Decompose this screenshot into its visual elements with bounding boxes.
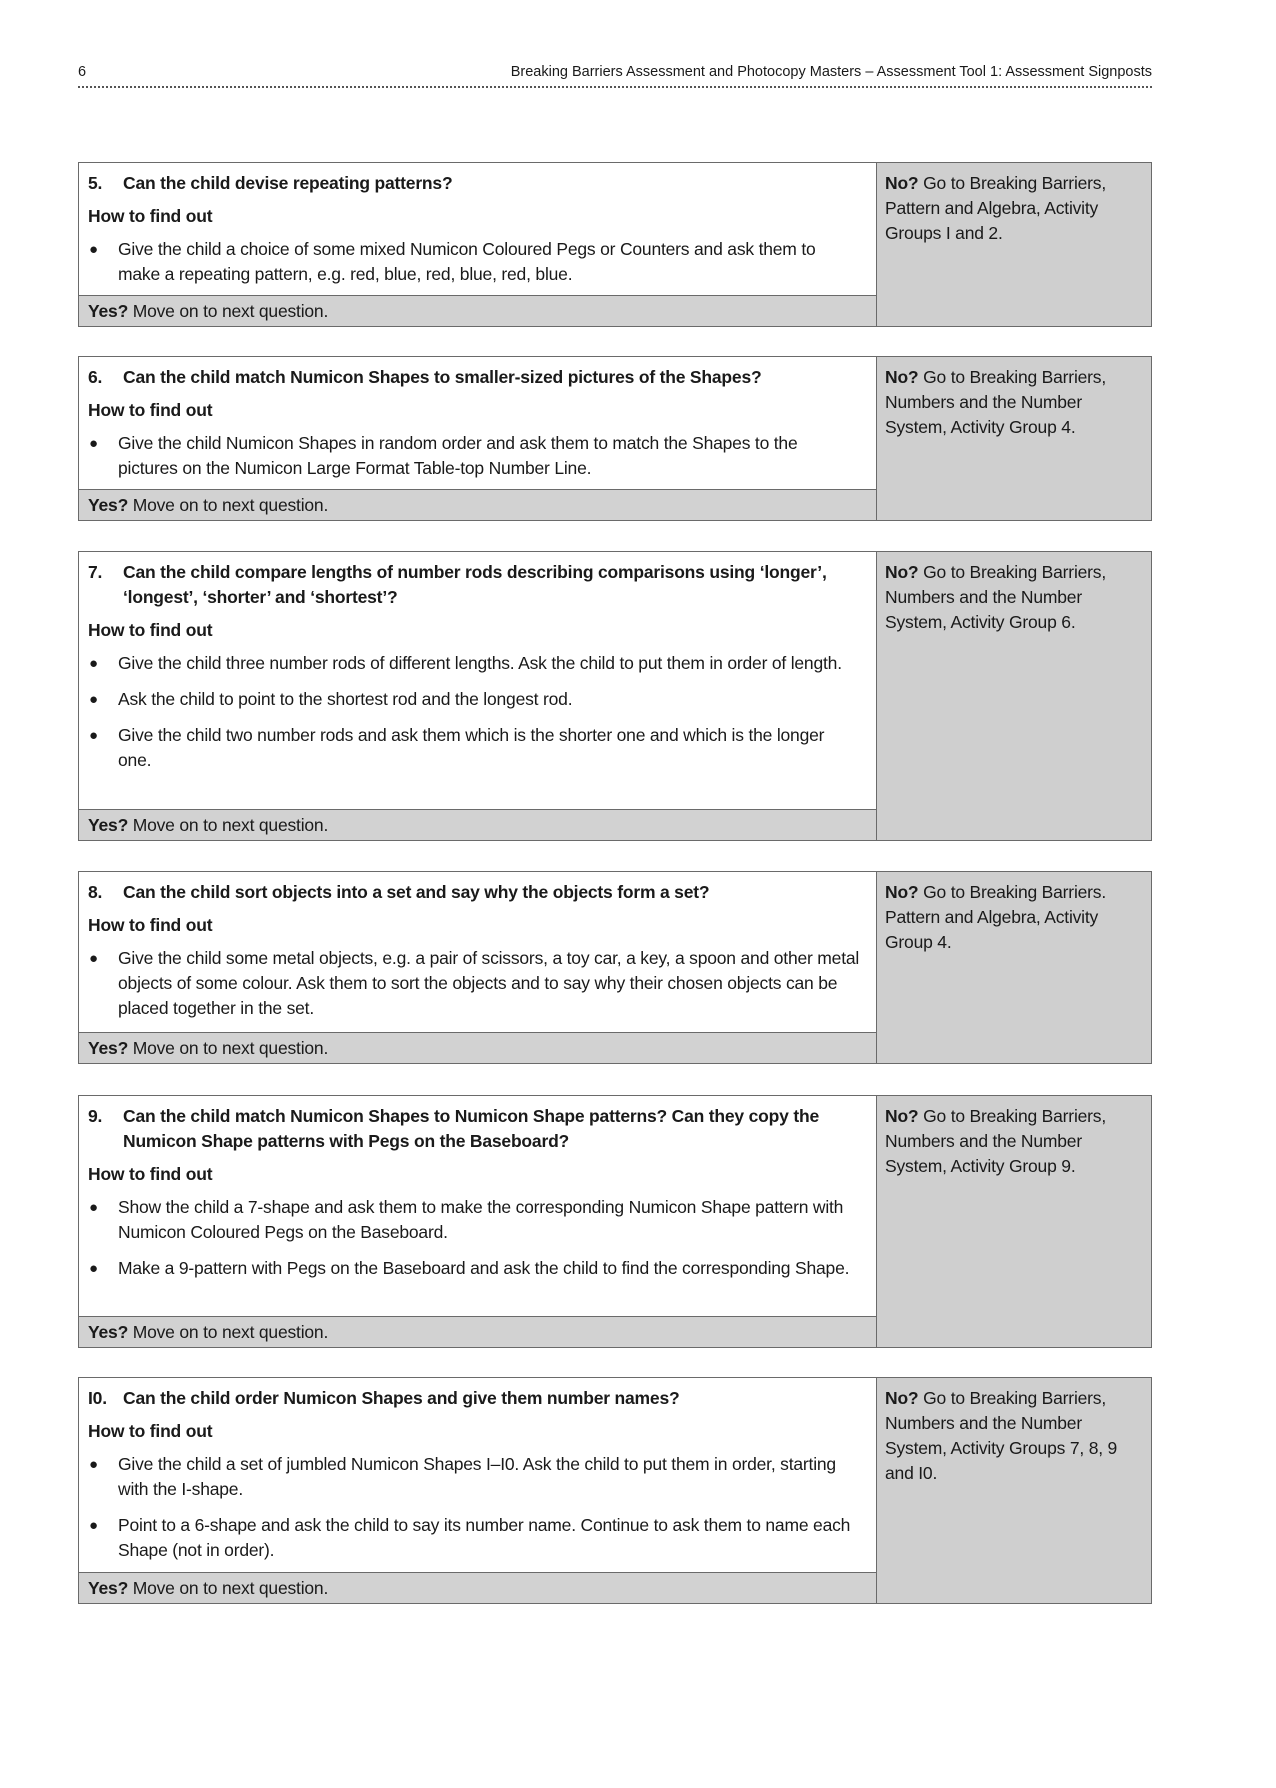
yes-label: Yes? [88, 1038, 129, 1058]
question-number: 8. [88, 882, 103, 902]
no-panel [877, 872, 1151, 1063]
no-text: Go to Breaking Barriers. Pattern and Algebra, Activity Group 4. [885, 882, 1106, 952]
bullet-item: ● Point to a 6-shape and ask the child to say its number name. Continue to ask them to name each Shape (not in order). [88, 1513, 860, 1563]
how-to-find-out-heading: How to find out [88, 915, 213, 935]
yes-text: Move on to next question. [128, 301, 329, 321]
question-text: Can the child order Numicon Shapes and give them number names? [123, 1388, 680, 1408]
signpost-10 [78, 1377, 1152, 1604]
page-number: 6 [78, 64, 87, 80]
question-text: Can the child sort objects into a set and say why the objects form a set? [123, 882, 710, 902]
signpost-main [79, 1096, 877, 1347]
no-text: Go to Breaking Barriers, Numbers and the Number System, Activity Group 9. [885, 1106, 1106, 1176]
question-text: Can the child devise repeating patterns? [123, 173, 453, 193]
yes-bar [79, 1316, 876, 1347]
question-number: 7. [88, 562, 103, 582]
yes-text: Move on to next question. [128, 815, 329, 835]
bullet-icon: ● [89, 727, 98, 744]
question [88, 171, 860, 196]
bullet-icon: ● [89, 1260, 98, 1277]
bullet-list [88, 1195, 860, 1281]
no-text: Go to Breaking Barriers, Numbers and the Number System, Activity Group 4. [885, 367, 1106, 437]
bullet-list [88, 651, 860, 773]
bullet-icon: ● [89, 1199, 98, 1216]
no-label: No? [885, 562, 919, 582]
no-panel [877, 552, 1151, 840]
no-label: No? [885, 367, 919, 387]
yes-bar [79, 809, 876, 840]
no-panel [877, 357, 1151, 520]
question-number: 6. [88, 367, 103, 387]
yes-text: Move on to next question. [128, 1578, 329, 1598]
yes-label: Yes? [88, 815, 129, 835]
how-to-find-out-heading: How to find out [88, 400, 213, 420]
how-to-find-out-heading: How to find out [88, 1164, 213, 1184]
signpost-8 [78, 871, 1152, 1064]
bullet-list [88, 431, 860, 481]
bullet-icon: ● [89, 1456, 98, 1473]
question [88, 880, 860, 905]
bullet-item: ● Give the child some metal objects, e.g. a pair of scissors, a toy car, a key, a spoon and other metal objects of some colour. Ask them to sort the objects and to say why their chosen objects can be placed together in the set. [88, 946, 860, 1021]
signpost-7 [78, 551, 1152, 841]
no-label: No? [885, 1388, 919, 1408]
bullet-icon: ● [89, 241, 98, 258]
question [88, 1104, 860, 1154]
yes-label: Yes? [88, 495, 129, 515]
signpost-6 [78, 356, 1152, 521]
bullet-item: ● Show the child a 7-shape and ask them to make the corresponding Numicon Shape pattern with Numicon Coloured Pegs on the Baseboard. [88, 1195, 860, 1245]
question-number: 5. [88, 173, 103, 193]
signpost-main [79, 872, 877, 1063]
how-to-find-out-heading: How to find out [88, 1421, 213, 1441]
bullet-icon: ● [89, 435, 98, 452]
signpost-5 [78, 162, 1152, 327]
bullet-icon: ● [89, 691, 98, 708]
yes-text: Move on to next question. [128, 495, 329, 515]
signpost-main [79, 552, 877, 840]
question-text: Can the child compare lengths of number rods describing comparisons using ‘longer’, ‘longest’, ‘shorter’ and ‘shortest’? [123, 562, 827, 607]
no-label: No? [885, 882, 919, 902]
question-text: Can the child match Numicon Shapes to Numicon Shape patterns? Can they copy the Numicon Shape patterns with Pegs on the Baseboard? [123, 1106, 819, 1151]
yes-bar [79, 1032, 876, 1063]
bullet-item: ● Ask the child to point to the shortest rod and the longest rod. [88, 687, 860, 712]
bullet-item: ● Give the child a set of jumbled Numicon Shapes I–I0. Ask the child to put them in order, starting with the I-shape. [88, 1452, 860, 1502]
signpost-main [79, 1378, 877, 1603]
bullet-item: ● Give the child two number rods and ask them which is the shorter one and which is the longer one. [88, 723, 860, 773]
how-to-find-out-heading: How to find out [88, 620, 213, 640]
no-text: Go to Breaking Barriers, Numbers and the Number System, Activity Groups 7, 8, 9 and I0. [885, 1388, 1118, 1483]
bullet-list [88, 1452, 860, 1563]
bullet-list [88, 946, 860, 1021]
no-panel [877, 163, 1151, 326]
yes-label: Yes? [88, 1322, 129, 1342]
yes-label: Yes? [88, 301, 129, 321]
yes-label: Yes? [88, 1578, 129, 1598]
no-panel [877, 1378, 1151, 1603]
bullet-icon: ● [89, 655, 98, 672]
bullet-item: ● Give the child a choice of some mixed Numicon Coloured Pegs or Counters and ask them to make a repeating pattern, e.g. red, blue, red, blue, red, blue. [88, 237, 860, 287]
yes-bar [79, 295, 876, 326]
no-label: No? [885, 1106, 919, 1126]
question-text: Can the child match Numicon Shapes to smaller-sized pictures of the Shapes? [123, 367, 762, 387]
running-title: Breaking Barriers Assessment and Photocopy Masters – Assessment Tool 1: Assessment Signposts [510, 64, 1152, 80]
bullet-icon: ● [89, 950, 98, 967]
signpost-main [79, 357, 877, 520]
yes-bar [79, 489, 876, 520]
how-to-find-out-heading: How to find out [88, 206, 213, 226]
bullet-item: ● Give the child three number rods of different lengths. Ask the child to put them in order of length. [88, 651, 860, 676]
no-panel [877, 1096, 1151, 1347]
bullet-item: ● Give the child Numicon Shapes in random order and ask them to match the Shapes to the pictures on the Numicon Large Format Table-top Number Line. [88, 431, 860, 481]
question [88, 365, 860, 390]
no-text: Go to Breaking Barriers, Numbers and the Number System, Activity Group 6. [885, 562, 1106, 632]
page-header [78, 62, 1152, 88]
bullet-list [88, 237, 860, 287]
signpost-main [79, 163, 877, 326]
bullet-item: ● Make a 9-pattern with Pegs on the Baseboard and ask the child to find the corresponding Shape. [88, 1256, 860, 1281]
question [88, 560, 860, 610]
question [88, 1386, 860, 1411]
yes-text: Move on to next question. [128, 1038, 329, 1058]
no-label: No? [885, 173, 919, 193]
question-number: 9. [88, 1106, 103, 1126]
no-text: Go to Breaking Barriers, Pattern and Algebra, Activity Groups I and 2. [885, 173, 1106, 243]
bullet-icon: ● [89, 1517, 98, 1534]
yes-bar [79, 1572, 876, 1603]
signpost-9 [78, 1095, 1152, 1348]
yes-text: Move on to next question. [128, 1322, 329, 1342]
question-number: I0. [88, 1388, 107, 1408]
